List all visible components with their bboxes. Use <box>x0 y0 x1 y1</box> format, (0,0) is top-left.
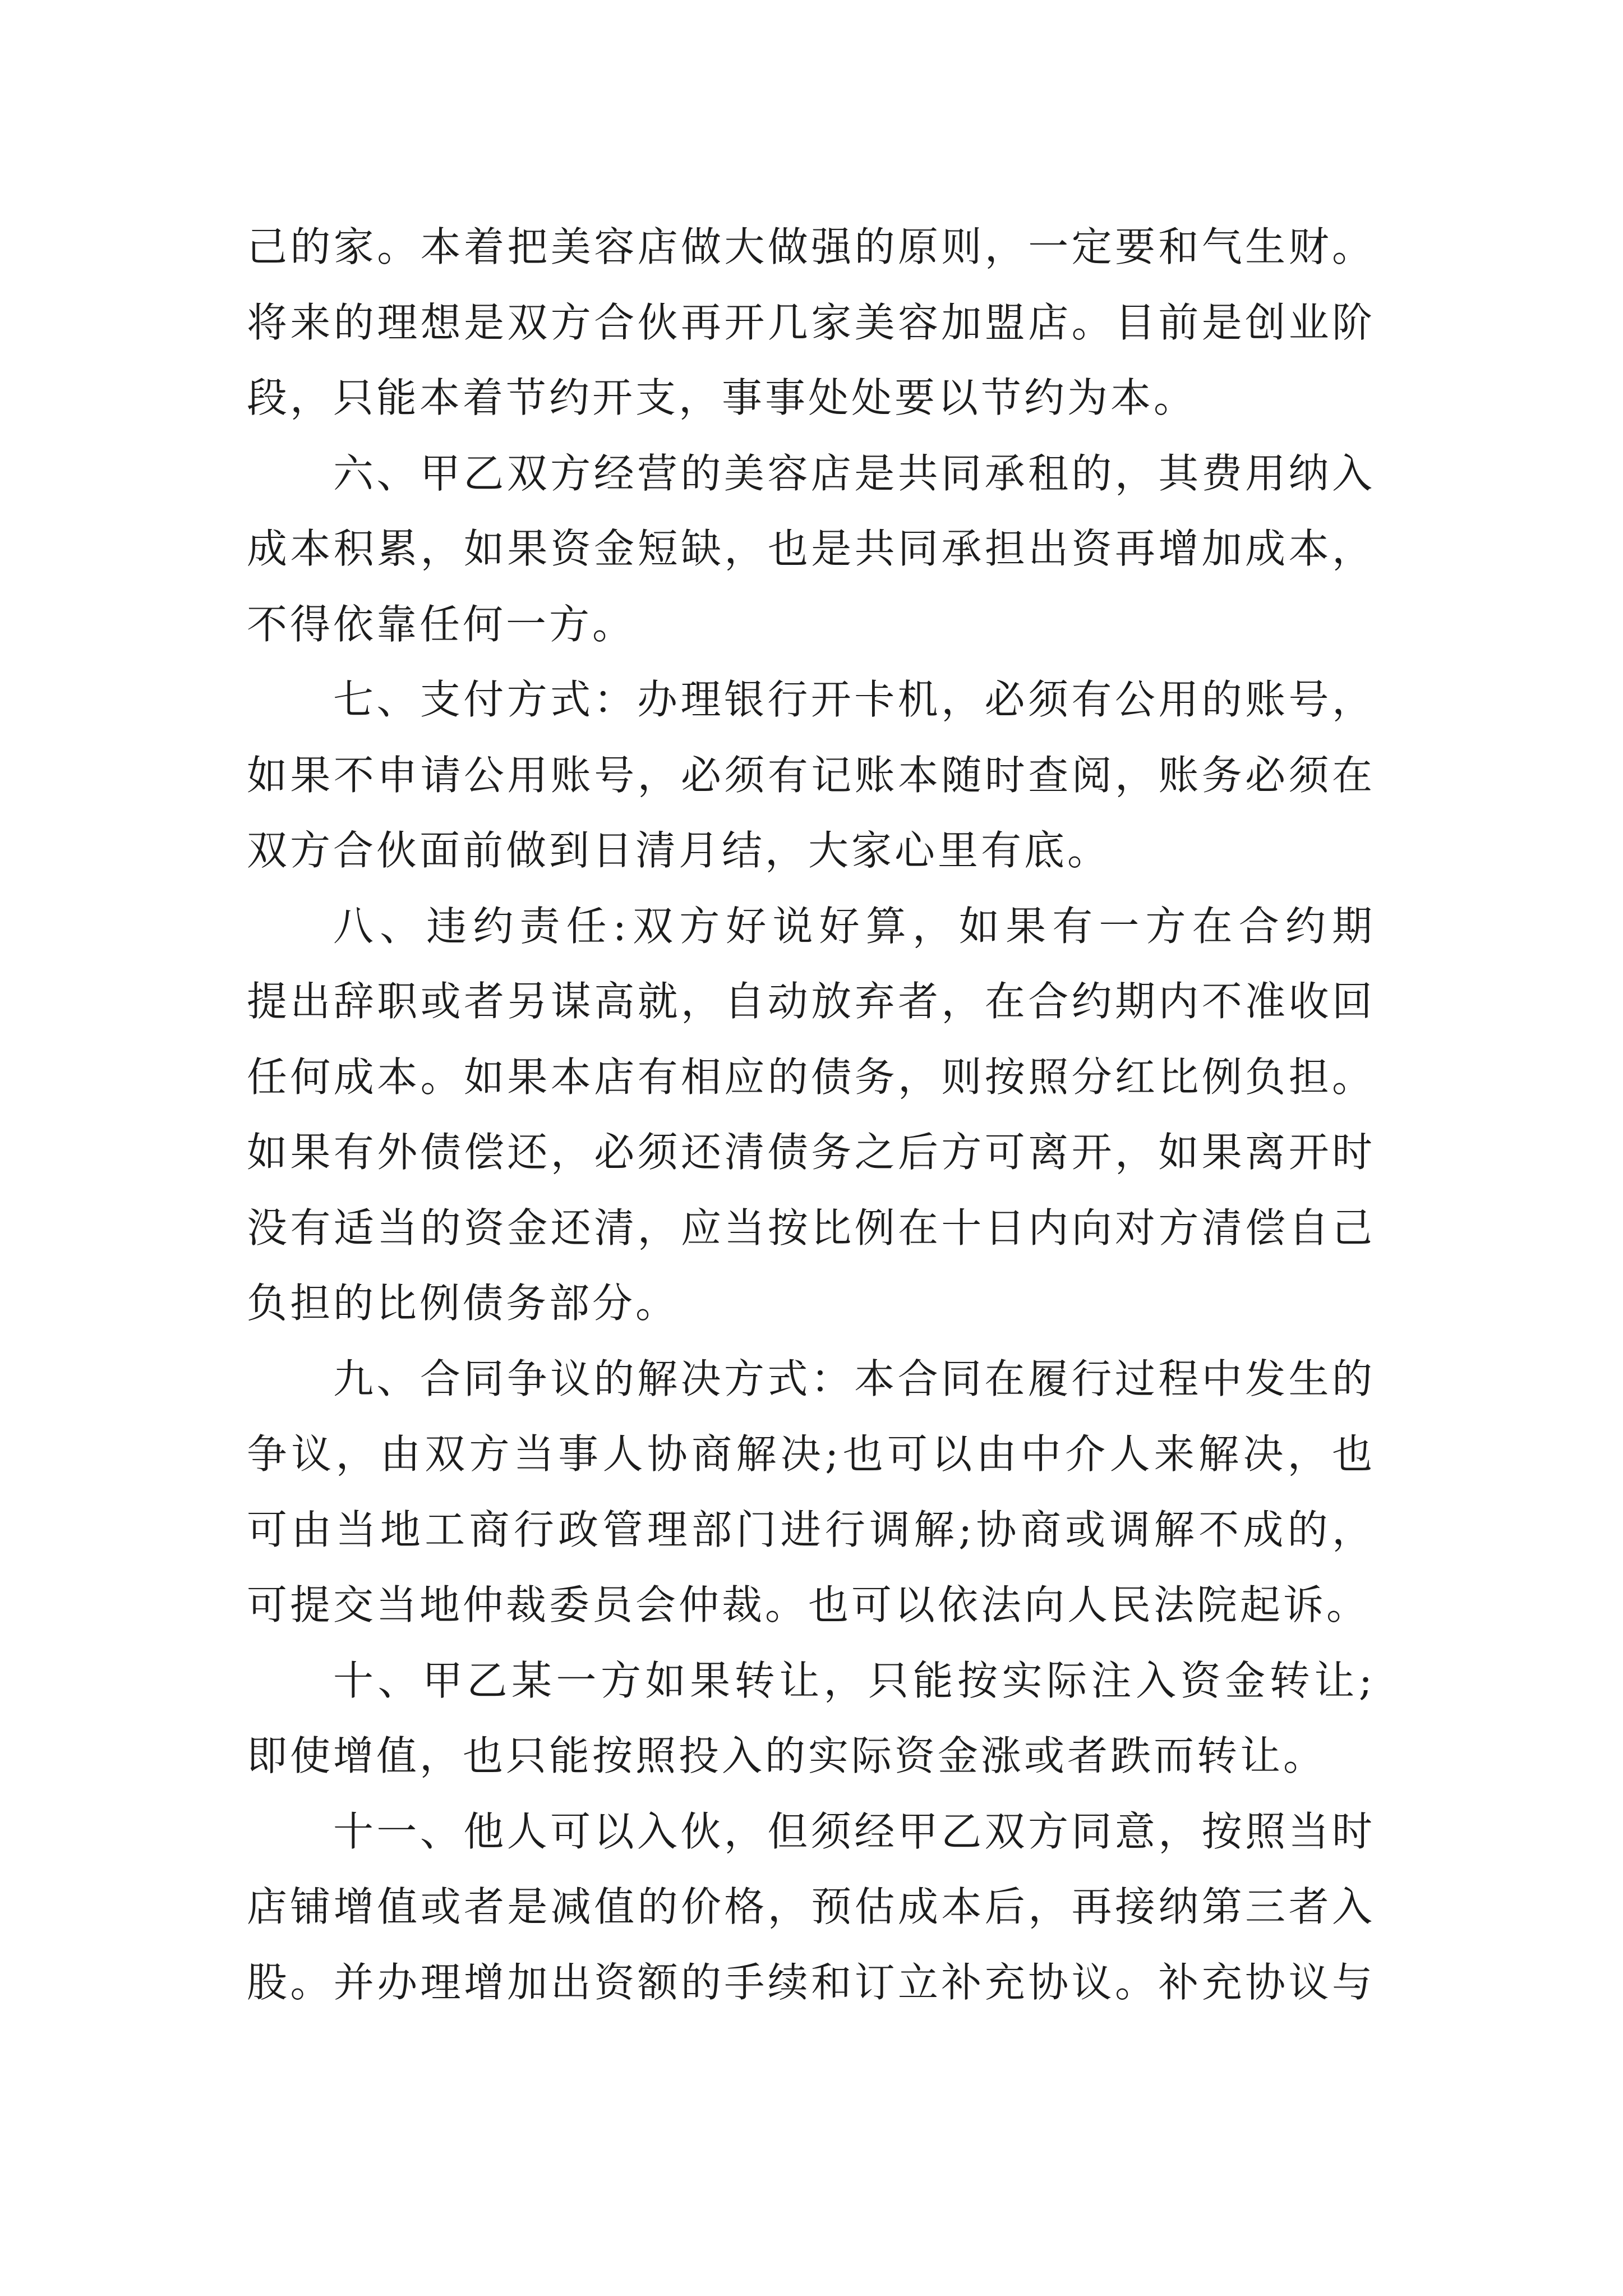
paragraph-clause-7 <box>247 662 1375 889</box>
text-line: 即使增值，也只能按照投入的实际资金涨或者跌而转让。 <box>247 1732 1327 1779</box>
text-line: 将来的理想是双方合伙再开几家美容加盟店。目前是创业阶 <box>247 298 1375 346</box>
text-line: 十、甲乙某一方如果转让，只能按实际注入资金转让; <box>333 1657 1375 1704</box>
paragraph-continued <box>247 209 1375 436</box>
text-line: 不得依靠任何一方。 <box>247 600 636 648</box>
text-line: 如果有外债偿还，必须还清债务之后方可离开，如果离开时 <box>247 1129 1375 1176</box>
text-line: 提出辞职或者另谋高就，自动放弃者，在合约期内不准收回 <box>247 978 1375 1025</box>
text-line: 争议，由双方当事人协商解决;也可以由中介人来解决，也 <box>247 1430 1375 1478</box>
paragraph-clause-6 <box>247 436 1375 662</box>
text-line: 没有适当的资金还清，应当按比例在十日内向对方清偿自己 <box>247 1204 1375 1251</box>
text-line: 九、合同争议的解决方式：本合同在履行过程中发生的 <box>333 1355 1375 1402</box>
text-line: 店铺增值或者是减值的价格，预估成本后，再接纳第三者入 <box>247 1883 1375 1930</box>
text-line: 任何成本。如果本店有相应的债务，则按照分红比例负担。 <box>247 1053 1375 1101</box>
paragraph-clause-9 <box>247 1341 1375 1643</box>
paragraph-clause-11 <box>247 1794 1375 2021</box>
text-line: 如果不申请公用账号，必须有记账本随时查阅，账务必须在 <box>247 751 1375 799</box>
document-body <box>247 209 1375 2020</box>
text-line: 负担的比例债务部分。 <box>247 1280 679 1327</box>
text-line: 六、甲乙双方经营的美容店是共同承租的，其费用纳入 <box>333 449 1375 497</box>
text-line: 八、违约责任:双方好说好算，如果有一方在合约期 <box>333 902 1375 950</box>
text-line: 七、支付方式：办理银行开卡机，必须有公用的账号， <box>333 676 1375 723</box>
text-line: 段，只能本着节约开支，事事处处要以节约为本。 <box>247 374 1197 421</box>
text-line: 可由当地工商行政管理部门进行调解;协商或调解不成的， <box>247 1506 1375 1553</box>
text-line: 可提交当地仲裁委员会仲裁。也可以依法向人民法院起诉。 <box>247 1581 1370 1628</box>
text-line: 己的家。本着把美容店做大做强的原则，一定要和气生财。 <box>247 223 1375 270</box>
paragraph-clause-10 <box>247 1643 1375 1794</box>
text-line: 成本积累，如果资金短缺，也是共同承担出资再增加成本， <box>247 525 1375 572</box>
paragraph-clause-8 <box>247 889 1375 1341</box>
text-line: 双方合伙面前做到日清月结，大家心里有底。 <box>247 827 1111 874</box>
text-line: 十一、他人可以入伙，但须经甲乙双方同意，按照当时 <box>333 1807 1375 1855</box>
text-line: 股。并办理增加出资额的手续和订立补充协议。补充协议与 <box>247 1958 1375 2006</box>
